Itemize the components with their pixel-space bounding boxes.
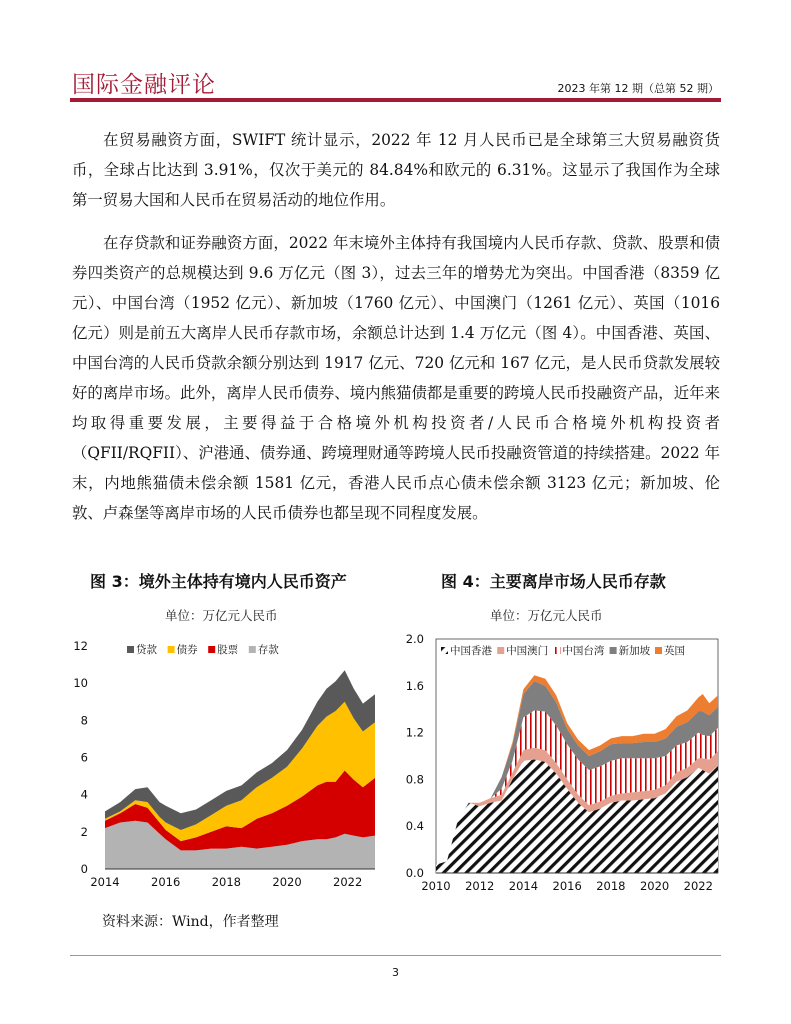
- legend-swatch: [208, 646, 215, 653]
- header-divider: [70, 98, 721, 102]
- figure-4-chart: [390, 630, 720, 900]
- x-tick-label: 2010: [421, 879, 451, 893]
- legend-label: 中国香港: [450, 645, 492, 657]
- y-tick-label: 0.4: [405, 819, 424, 834]
- x-tick-label: 2022: [333, 875, 363, 889]
- source-note: 资料来源：Wind，作者整理: [102, 914, 279, 930]
- legend-label: 新加坡: [618, 645, 651, 657]
- figure-4-unit: 单位：万亿元人民币: [490, 608, 603, 623]
- y-tick-label: 10: [73, 676, 88, 691]
- x-tick-label: 2020: [272, 875, 302, 889]
- x-tick-label: 2016: [552, 879, 582, 893]
- x-tick-label: 2016: [151, 875, 181, 889]
- legend-label: 股票: [217, 644, 239, 656]
- y-tick-label: 1.6: [405, 678, 424, 693]
- legend-label: 存款: [257, 644, 279, 656]
- page-number: 3: [392, 966, 399, 979]
- y-tick-label: 4: [80, 787, 88, 802]
- y-tick-label: 1.2: [405, 725, 424, 740]
- x-tick-label: 2020: [639, 879, 670, 893]
- x-tick-label: 2018: [211, 875, 241, 889]
- legend-swatch: [168, 646, 175, 653]
- y-tick-label: 0.8: [405, 772, 424, 787]
- journal-title: 国际金融评论: [72, 72, 216, 98]
- legend-label: 中国台湾: [562, 645, 605, 657]
- y-tick-label: 12: [73, 639, 88, 653]
- legend-label: 债券: [176, 644, 198, 656]
- paragraph-deposits-securities: 在存贷款和证券融资方面，2022 年末境外主体持有我国境内人民币存款、贷款、股票和债券四类资产的总规模达到 9.6 万亿元（图 3），过去三年的增势尤为突出。中国香港（8359 亿元）、中国台湾（1952 亿元）、新加坡（1760 亿元）、中国澳门（1261 亿元）、英国（1016 亿元）则是前五大离岸人民币存款市场，余额总计达到 1.4 万亿元（图 4）。中国香港、英国、中国台湾的人民币贷款余额分别达到 1917 亿元、720 亿元和 167 亿元，是人民币贷款发展较好的离岸市场。此外，离岸人民币债券、境内熊猫债都是重要的跨境人民币投融资产品，近年来均取得重要发展，主要得益于合格境外机构投资者/人民币合格境外机构投资者（QFII/RQFII）、沪港通、债券通、跨境理财通等跨境人民币投融资管道的持续搭建。2022 年末，内地熊猫债未偿余额 1581 亿元，香港人民币点心债未偿余额 3123 亿元；新加坡、伦敦、卢森堡等离岸市场的人民币债券也都呈现不同程度发展。: [72, 234, 720, 522]
- legend-label: 贷款: [136, 644, 157, 656]
- legend-swatch: [497, 647, 504, 654]
- y-tick-label: 8: [80, 713, 88, 728]
- x-tick-label: 2014: [90, 875, 120, 889]
- legend-label: 中国澳门: [506, 645, 549, 657]
- y-tick-label: 0: [80, 862, 88, 876]
- figure-4-title: 图 4：主要离岸市场人民币存款: [441, 572, 666, 591]
- legend-swatch: [655, 647, 662, 654]
- figure-3-unit: 单位：万亿元人民币: [165, 608, 278, 623]
- figure-3-chart: [75, 630, 375, 900]
- paragraph-trade-finance: 在贸易融资方面，SWIFT 统计显示，2022 年 12 月人民币已是全球第三大贸易融资货币，全球占比达到 3.91%，仅次于美元的 84.84%和欧元的 6.31%。这显示了我国作为全球第一贸易大国和人民币在贸易活动的地位作用。: [72, 131, 720, 209]
- legend-swatch: [127, 646, 134, 653]
- x-tick-label: 2022: [683, 879, 713, 893]
- x-tick-label: 2012: [465, 879, 495, 893]
- y-tick-label: 0.0: [405, 866, 424, 880]
- legend-swatch: [249, 646, 256, 653]
- y-tick-label: 2.0: [405, 632, 424, 646]
- x-tick-label: 2014: [508, 879, 539, 893]
- legend-label: 英国: [664, 645, 685, 657]
- issue-label: 2023 年第 12 期（总第 52 期）: [557, 82, 719, 95]
- footer-divider: [70, 955, 721, 956]
- y-tick-label: 2: [80, 824, 88, 839]
- legend-swatch: [610, 647, 617, 654]
- y-tick-label: 6: [80, 750, 88, 765]
- legend-swatch: [553, 647, 560, 654]
- figure-3-title: 图 3：境外主体持有境内人民币资产: [90, 572, 347, 591]
- legend-swatch: [441, 647, 448, 654]
- x-tick-label: 2018: [596, 879, 626, 893]
